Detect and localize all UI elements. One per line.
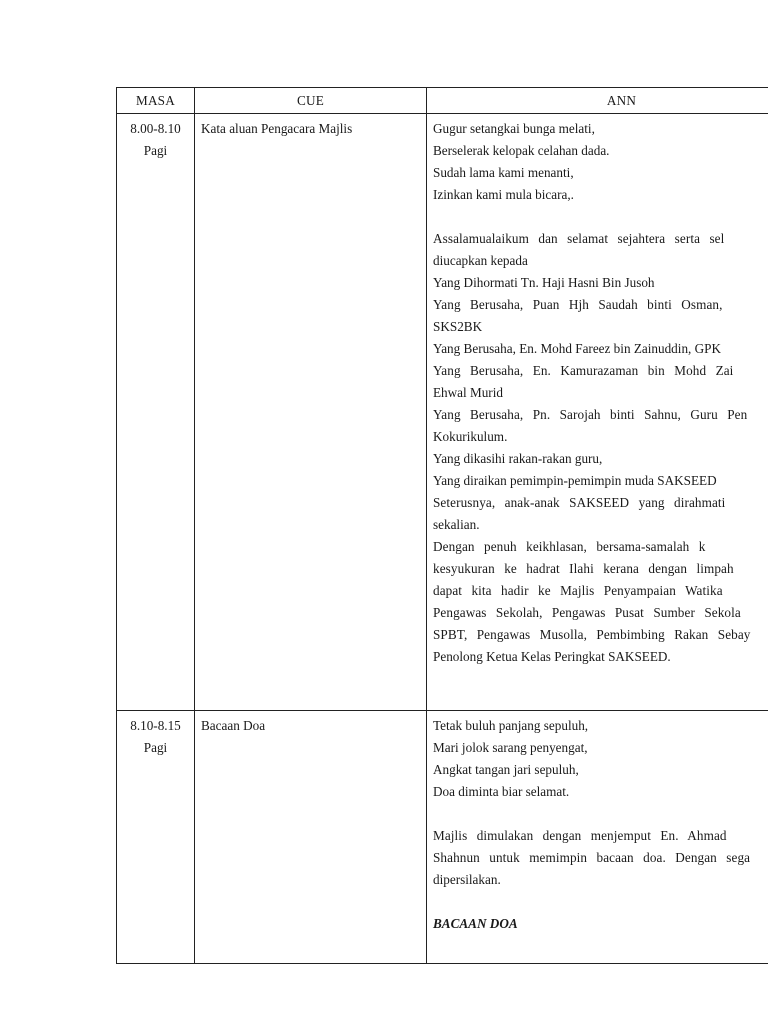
ann-line: Sudah lama kami menanti, [433, 165, 574, 180]
ann-line: Angkat tangan jari sepuluh, [433, 762, 579, 777]
ann-text-block [433, 715, 768, 935]
ann-line: Yang Berusaha, En. Mohd Fareez bin Zainuddin, GPK [433, 341, 722, 356]
ann-line: Mari jolok sarang penyengat, [433, 740, 588, 755]
ann-line: Seterusnya, anak-anak SAKSEED yang dirahmati [433, 495, 726, 510]
ann-line: Yang dikasihi rakan-rakan guru, [433, 451, 603, 466]
ann-line: Assalamualaikum dan selamat sejahtera serta sel [433, 231, 725, 246]
ann-line: Shahnun untuk memimpin bacaan doa. Dengan sega [433, 850, 751, 865]
ann-line: Majlis dimulakan dengan menjemput En. Ahmad [433, 828, 727, 843]
ann-line: Yang Berusaha, Pn. Sarojah binti Sahnu, Guru Pen [433, 407, 748, 422]
paragraph-gap [433, 803, 768, 825]
ann-line: diucapkan kepada [433, 253, 528, 268]
ann-cell [427, 711, 768, 964]
header-masa: MASA [117, 88, 195, 114]
ann-line: SKS2BK [433, 319, 483, 334]
masa-time: 8.10-8.15 [130, 718, 181, 733]
ann-line: Penolong Ketua Kelas Peringkat SAKSEED. [433, 649, 671, 664]
ann-line: dapat kita hadir ke Majlis Penyampaian Watika [433, 583, 723, 598]
ann-line: Doa diminta biar selamat. [433, 784, 570, 799]
ann-line: Yang Dihormati Tn. Haji Hasni Bin Jusoh [433, 275, 655, 290]
ann-line: Pengawas Sekolah, Pengawas Pusat Sumber Sekola [433, 605, 741, 620]
header-cue: CUE [195, 88, 427, 114]
masa-cell [117, 114, 195, 711]
ann-line: Dengan penuh keikhlasan, bersama-samalah k [433, 539, 706, 554]
masa-period: Pagi [143, 143, 168, 158]
ann-text-block [433, 118, 768, 668]
table-row [117, 711, 768, 964]
ann-line: Tetak buluh panjang sepuluh, [433, 718, 589, 733]
cue-text: Bacaan Doa [201, 718, 266, 733]
table-header-row [117, 88, 768, 114]
header-ann: ANN [427, 88, 768, 114]
ann-line: dipersilakan. [433, 872, 501, 887]
masa-time: 8.00-8.10 [130, 121, 181, 136]
ann-line: Ehwal Murid [433, 385, 503, 400]
masa-cell [117, 711, 195, 964]
paragraph-gap [433, 206, 768, 228]
ann-line: Yang Berusaha, En. Kamurazaman bin Mohd Zai [433, 363, 734, 378]
cue-text: Kata aluan Pengacara Majlis [201, 121, 353, 136]
ann-cell [427, 114, 768, 711]
ann-line: Gugur setangkai bunga melati, [433, 121, 595, 136]
ann-line: Izinkan kami mula bicara,. [433, 187, 574, 202]
paragraph-gap [433, 891, 768, 913]
ann-heading: BACAAN DOA [433, 916, 518, 931]
ann-line: Kokurikulum. [433, 429, 508, 444]
masa-period: Pagi [143, 740, 168, 755]
ann-line: Yang Berusaha, Puan Hjh Saudah binti Osman, [433, 297, 723, 312]
cue-cell [195, 114, 427, 711]
ann-line: Berselerak kelopak celahan dada. [433, 143, 610, 158]
ann-line: sekalian. [433, 517, 480, 532]
cue-cell [195, 711, 427, 964]
ann-line: Yang diraikan pemimpin-pemimpin muda SAKSEED [433, 473, 717, 488]
schedule-table [116, 87, 768, 964]
table-row [117, 114, 768, 711]
ann-line: kesyukuran ke hadrat Ilahi kerana dengan limpah [433, 561, 734, 576]
ann-line: SPBT, Pengawas Musolla, Pembimbing Rakan Sebay [433, 627, 751, 642]
